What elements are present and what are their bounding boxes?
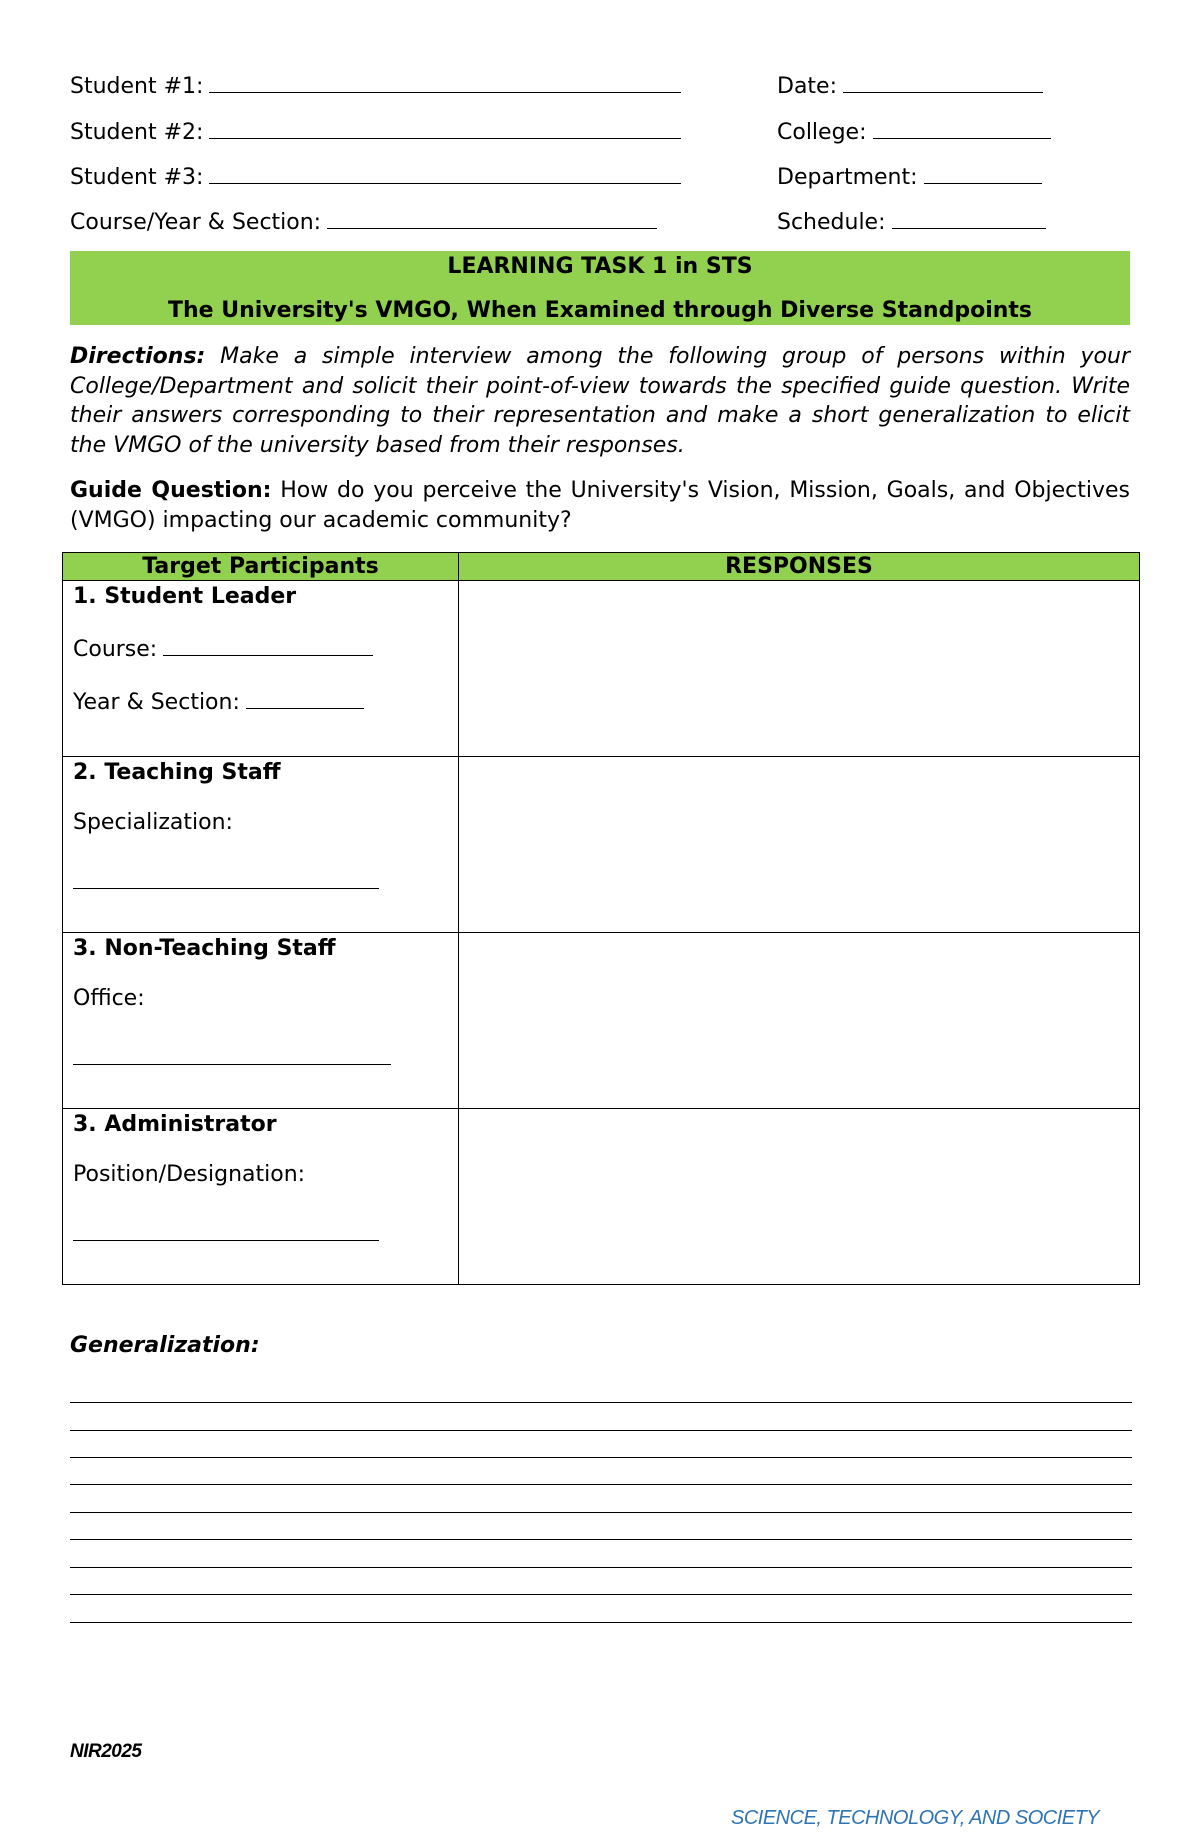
- participant-cell-student-leader: [63, 581, 459, 757]
- generalization-line[interactable]: [70, 1457, 1132, 1458]
- table-header-row: [63, 553, 1140, 581]
- participant-title: 3. Administrator: [73, 1112, 277, 1137]
- directions-label: Directions:: [70, 344, 206, 369]
- participants-table: [62, 552, 1140, 1285]
- header-responses: RESPONSES: [459, 553, 1140, 581]
- college-blank[interactable]: [873, 116, 1051, 139]
- participant-cell-administrator: [63, 1109, 459, 1285]
- generalization-line[interactable]: [70, 1430, 1132, 1431]
- directions-paragraph: [70, 342, 1130, 460]
- generalization-line[interactable]: [70, 1512, 1132, 1513]
- task-title: LEARNING TASK 1 in STS: [447, 254, 753, 279]
- department-label: Department:: [777, 165, 918, 190]
- table-row: [63, 581, 1140, 757]
- response-cell-non-teaching-staff[interactable]: [459, 933, 1140, 1109]
- response-cell-student-leader[interactable]: [459, 581, 1140, 757]
- course-year-section-label: Course/Year & Section:: [70, 210, 322, 235]
- title-band: [70, 251, 1130, 325]
- year-section-field: [73, 686, 364, 717]
- specialization-blank[interactable]: [73, 887, 379, 889]
- office-label: Office:: [73, 986, 145, 1011]
- course-year-section-blank[interactable]: [327, 206, 657, 229]
- date-blank[interactable]: [843, 70, 1043, 93]
- student1-field: [70, 70, 681, 101]
- student3-field: [70, 161, 681, 192]
- student2-field: [70, 116, 681, 147]
- schedule-blank[interactable]: [892, 206, 1046, 229]
- generalization-line[interactable]: [70, 1622, 1132, 1623]
- date-field: [777, 70, 1043, 101]
- course-field: [73, 633, 373, 664]
- course-blank[interactable]: [163, 633, 373, 656]
- guide-question-label: Guide Question:: [70, 478, 272, 503]
- year-section-label: Year & Section:: [73, 690, 240, 715]
- position-designation-blank[interactable]: [73, 1239, 379, 1241]
- year-section-blank[interactable]: [246, 686, 364, 709]
- directions-text: Make a simple interview among the following group of persons within your College/Department and solicit their point-of-view towards the specified guide question. Write their answers corresponding to their representation and make a short generalization to elicit the VMGO of the university based from their responses.: [70, 344, 1130, 458]
- participant-cell-non-teaching-staff: [63, 933, 459, 1109]
- table-row: [63, 933, 1140, 1109]
- guide-question-paragraph: [70, 476, 1130, 535]
- college-label: College:: [777, 120, 867, 145]
- response-cell-administrator[interactable]: [459, 1109, 1140, 1285]
- participant-cell-teaching-staff: [63, 757, 459, 933]
- college-field: [777, 116, 1051, 147]
- schedule-field: [777, 206, 1046, 237]
- schedule-label: Schedule:: [777, 210, 886, 235]
- student3-label: Student #3:: [70, 165, 204, 190]
- footer-code: NIR2025: [70, 1741, 142, 1762]
- participant-title: 3. Non-Teaching Staff: [73, 936, 336, 961]
- department-blank[interactable]: [924, 161, 1042, 184]
- header-target-participants: Target Participants: [63, 553, 459, 581]
- student3-blank[interactable]: [209, 161, 681, 184]
- generalization-line[interactable]: [70, 1484, 1132, 1485]
- response-cell-teaching-staff[interactable]: [459, 757, 1140, 933]
- department-field: [777, 161, 1042, 192]
- table-row: [63, 1109, 1140, 1285]
- office-blank[interactable]: [73, 1063, 391, 1065]
- date-label: Date:: [777, 74, 837, 99]
- position-designation-label: Position/Designation:: [73, 1162, 306, 1187]
- student1-label: Student #1:: [70, 74, 204, 99]
- course-label: Course:: [73, 637, 158, 662]
- participant-title: 1. Student Leader: [73, 584, 297, 609]
- generalization-line[interactable]: [70, 1594, 1132, 1595]
- generalization-line[interactable]: [70, 1539, 1132, 1540]
- course-year-section-field: [70, 206, 657, 237]
- student2-blank[interactable]: [209, 116, 681, 139]
- generalization-line[interactable]: [70, 1402, 1132, 1403]
- table-row: [63, 757, 1140, 933]
- footer-subject: SCIENCE, TECHNOLOGY, AND SOCIETY: [731, 1807, 1100, 1829]
- guide-question-text: How do you perceive the University's Vision, Mission, Goals, and Objectives (VMGO) impacting our academic community?: [70, 478, 1130, 533]
- task-subtitle: The University's VMGO, When Examined through Diverse Standpoints: [167, 298, 1033, 323]
- specialization-label: Specialization:: [73, 810, 233, 835]
- participant-title: 2. Teaching Staff: [73, 760, 281, 785]
- student2-label: Student #2:: [70, 120, 204, 145]
- generalization-line[interactable]: [70, 1567, 1132, 1568]
- student1-blank[interactable]: [209, 70, 681, 93]
- generalization-label: Generalization:: [70, 1333, 260, 1358]
